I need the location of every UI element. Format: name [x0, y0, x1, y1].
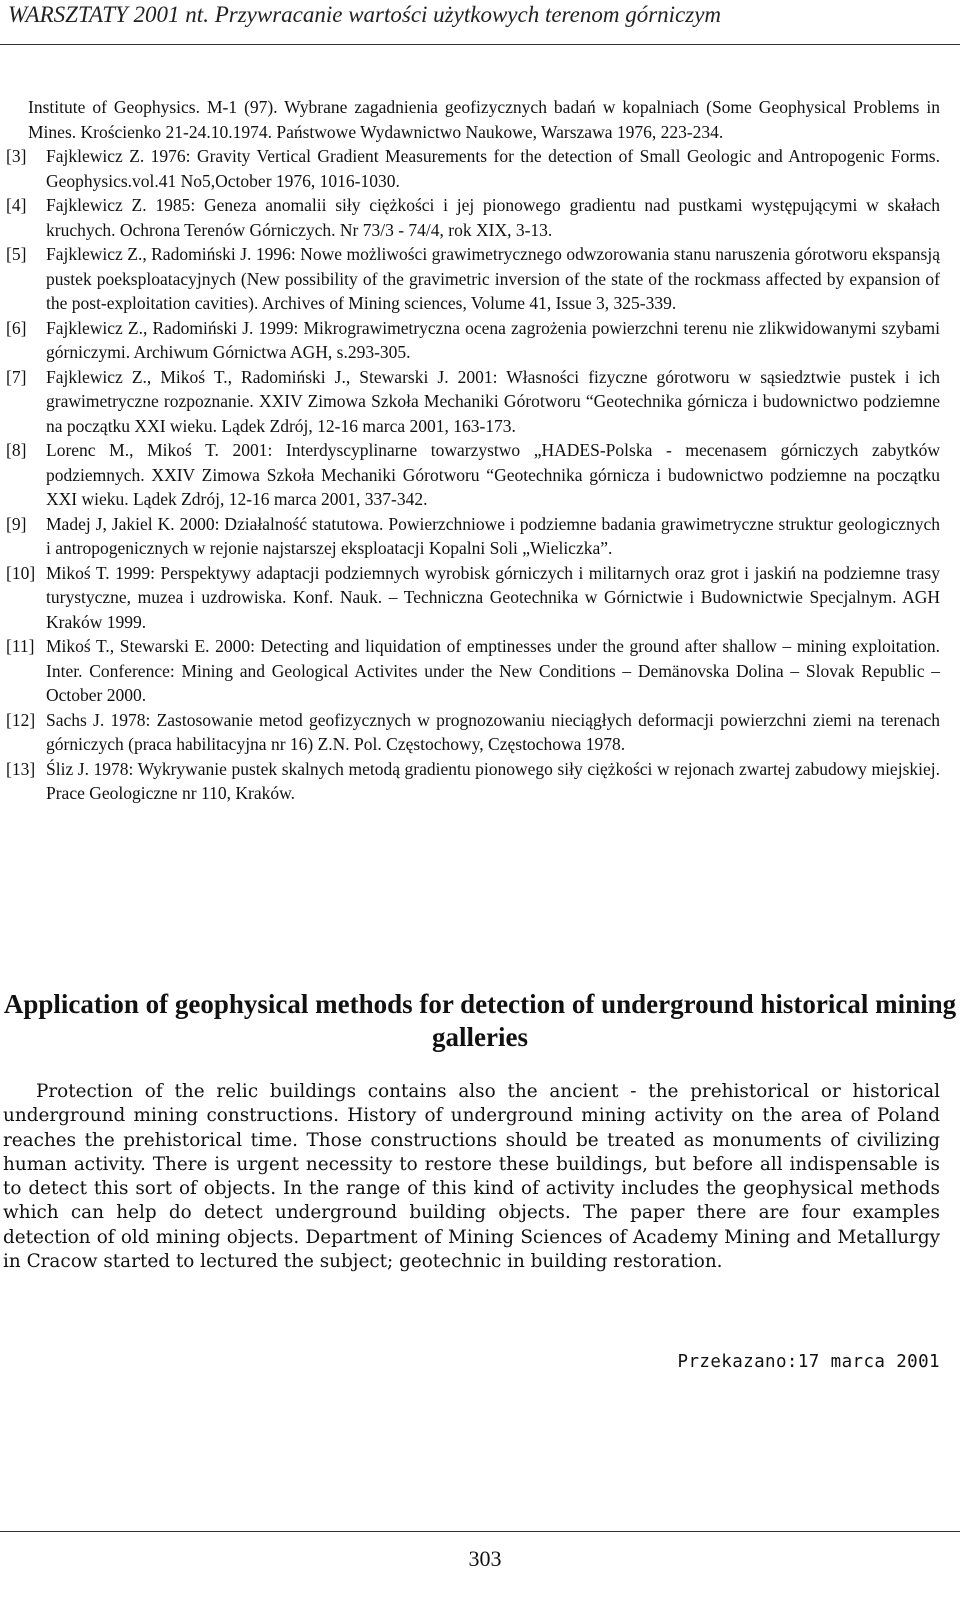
reference-text: Fajklewicz Z., Radomiński J. 1999: Mikrograwimetryczna ocena zagrożenia powierzchni terenu nie zlikwidowanymi szybami górniczymi. Archiwum Górnictwa AGH, s.293-305.: [46, 317, 940, 362]
reference-number: [7]: [6, 366, 27, 387]
reference-item: [6, 365, 940, 439]
reference-item: [6, 561, 940, 635]
running-header: WARSZTATY 2001 nt. Przywracanie wartości użytkowych terenom górniczym: [8, 2, 722, 27]
reference-continuation: Institute of Geophysics. M-1 (97). Wybrane zagadnienia geofizycznych badań w kopalniach (Some Geophysical Problems in Mines. Krościenko 21-24.10.1974. Państwowe Wydawnictwo Naukowe, Warszawa 1976, 223-234.: [28, 97, 940, 142]
reference-item: [6, 242, 940, 316]
reference-text: Fajklewicz Z., Mikoś T., Radomiński J., Stewarski J. 2001: Własności fizyczne górotworu w sąsiedztwie pustek i ich grawimetryczne rozpoznanie. XXIV Zimowa Szkoła Mechaniki Górotworu “Geotechnika górnicza i budownictwo podziemne na początku XXI wieku. Lądek Zdrój, 12-16 marca 2001, 163-173.: [46, 366, 940, 436]
abstract-paragraph: Protection of the relic buildings contains also the ancient - the prehistorical or historical underground mining constructions. History of underground mining activity on the area of Poland reaches the prehistorical time. Those constructions should be treated as monuments of civilizing human activity. There is urgent necessity to restore these buildings, but before all indispensable is to detect this sort of objects. In the range of this kind of activity includes the geophysical methods which can help do detect underground building objects. The paper there are four examples detection of old mining objects. Department of Mining Sciences of Academy Mining and Metallurgy in Cracow started to lectured the subject; geotechnic in building restoration.: [3, 1081, 940, 1273]
reference-text: Madej J, Jakiel K. 2000: Działalność statutowa. Powierzchniowe i podziemne badania grawimetryczne struktur geologicznych i antropogenicznych w rejonie najstarszej eksploatacji Kopalni Soli „Wieliczka”.: [46, 513, 940, 558]
reference-number: [9]: [6, 513, 27, 534]
reference-item: [6, 438, 940, 512]
reference-number: [10]: [6, 562, 36, 583]
reference-number: [3]: [6, 146, 27, 166]
reference-text: Mikoś T. 1999: Perspektywy adaptacji podziemnych wyrobisk górniczych i militarnych oraz grot i jaskiń na podziemne trasy turystyczne, muzea i uzdrowiska. Konf. Nauk. – Techniczna Geotechnika w Górnictwie i Budownictwie Specjalnym. AGH Kraków 1999.: [46, 562, 940, 632]
reference-item: [6, 512, 940, 561]
reference-number: [8]: [6, 440, 27, 460]
reference-number: [6]: [6, 317, 27, 338]
received-date: Przekazano:17 marca 2001: [677, 1352, 940, 1372]
reference-number: [13]: [6, 758, 36, 779]
footer-divider: [0, 1531, 960, 1532]
reference-list: [6, 95, 940, 806]
reference-text: Sachs J. 1978: Zastosowanie metod geofizycznych w prognozowaniu nieciągłych deformacji powierzchni ziemi na terenach górniczych (praca habilitacyjna nr 16) Z.N. Pol. Częstochowy, Częstochowa 1978.: [46, 709, 940, 754]
reference-text: Fajklewicz Z., Radomiński J. 1996: Nowe możliwości grawimetrycznego odwzorowania stanu naruszenia górotworu ekspansją pustek poeksploatacyjnych (New possibility of the gravimetric inversion of the state of the rockmass affected by expansion of the post-exploitation cavities). Archives of Mining sciences, Volume 41, Issue 3, 325-339.: [46, 244, 940, 313]
reference-text: Fajklewicz Z. 1985: Geneza anomalii siły ciężkości i jej pionowego gradientu nad pustkami występującymi w skałach kruchych. Ochrona Terenów Górniczych. Nr 73/3 - 74/4, rok XIX, 3-13.: [46, 195, 940, 240]
page-number: 303: [468, 1546, 502, 1571]
reference-item: [6, 316, 940, 365]
reference-text: Śliz J. 1978: Wykrywanie pustek skalnych metodą gradientu pionowego siły ciężkości w rejonach zwartej zabudowy miejskiej. Prace Geologiczne nr 110, Kraków.: [46, 758, 940, 803]
reference-number: [11]: [6, 636, 35, 656]
reference-number: [5]: [6, 244, 27, 264]
reference-text: Fajklewicz Z. 1976: Gravity Vertical Gradient Measurements for the detection of Small Geologic and Antropogenic Forms. Geophysics.vol.41 No5,October 1976, 1016-1030.: [46, 146, 940, 191]
reference-item: [6, 144, 940, 193]
paper-title: Application of geophysical methods for detection of underground historical mining galleries: [3, 989, 957, 1052]
reference-text: Lorenc M., Mikoś T. 2001: Interdyscyplinarne towarzystwo „HADES-Polska - mecenasem górniczych zabytków podziemnych. XXIV Zimowa Szkoła Mechaniki Górotworu “Geotechnika górnicza i budownictwo podziemne na początku XXI wieku. Lądek Zdrój, 12-16 marca 2001, 337-342.: [46, 440, 940, 509]
reference-item: [6, 708, 940, 757]
reference-item: [6, 193, 940, 242]
reference-number: [12]: [6, 709, 36, 730]
reference-text: Mikoś T., Stewarski E. 2000: Detecting and liquidation of emptinesses under the ground after shallow – mining exploitation. Inter. Conference: Mining and Geological Activites under the New Conditions – Demänovska Dolina – Slovak Republic – October 2000.: [46, 636, 940, 705]
header-divider: [0, 44, 960, 45]
reference-item: [6, 757, 940, 806]
reference-number: [4]: [6, 195, 27, 215]
reference-item: [6, 634, 940, 708]
